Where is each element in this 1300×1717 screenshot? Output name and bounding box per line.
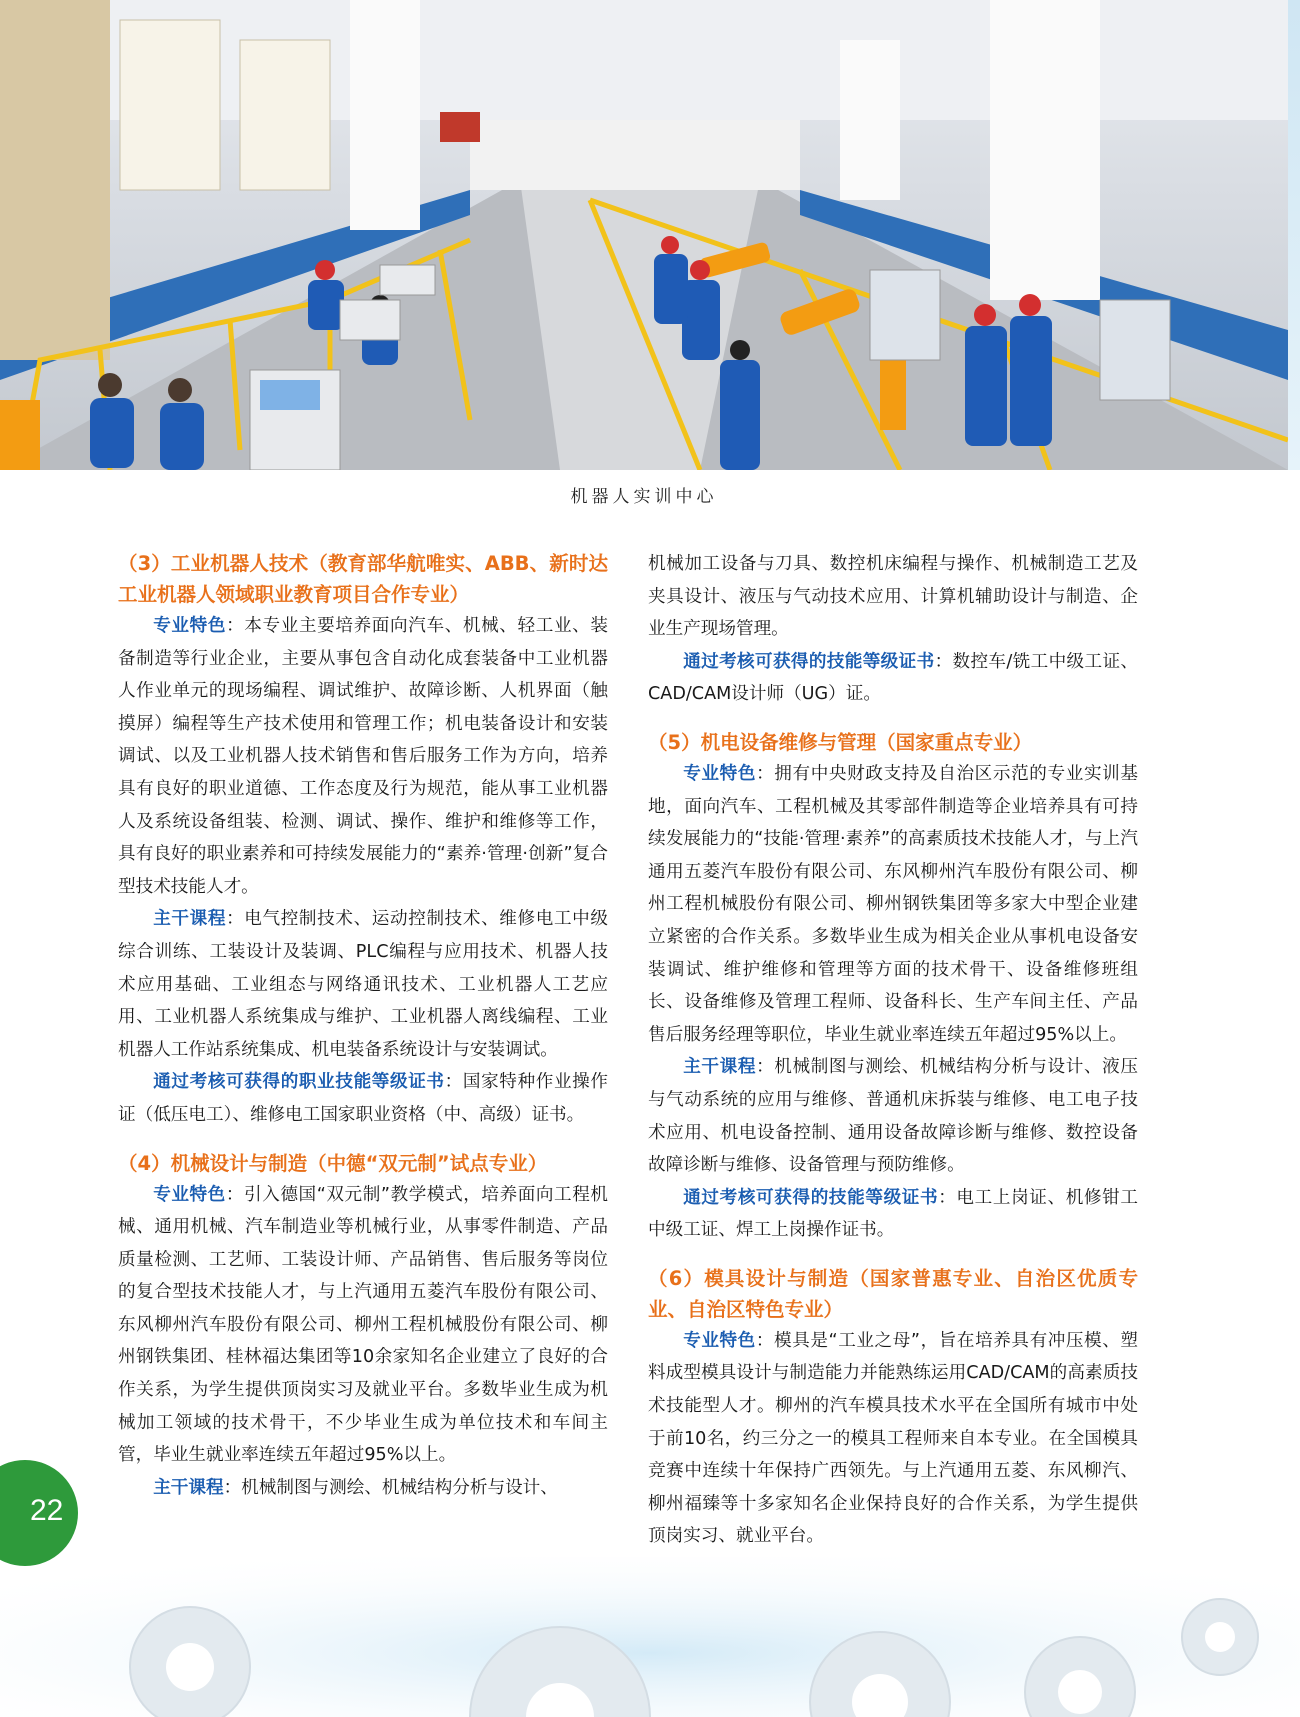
- feature-text: ：拥有中央财政支持及自治区示范的专业实训基地，面向汽车、工程机械及其零部件制造等企业培养具有可持续发展能力的“技能·管理·素养”的高素质技术技能人才，与上汽通用五菱汽车股份有限公司、东风柳州汽车股份有限公司、柳州工程机械股份有限公司、柳州钢铁集团等多家大中型企业建立紧密的合作关系。多数毕业生成为相关企业从事机电设备安装调试、维护维修和管理等方面的技术骨干、设备维修班组长、设备维修及管理工程师、设备科长、生产车间主任、产品售后服务经理等职位，毕业生就业率连续五年超过95%以上。: [648, 763, 1138, 1045]
- page-number: 22: [30, 1494, 64, 1527]
- cert-text: ：电工上岗证、机修钳工中级工证、焊工上岗操作证书。: [648, 1187, 1138, 1241]
- left-column: [118, 548, 608, 1504]
- section-5-feature: [648, 758, 1138, 1051]
- section-3-title: （3）工业机器人技术（教育部华航唯实、ABB、新时达工业机器人领域职业教育项目合作专业）: [118, 552, 608, 606]
- feature-label: 专业特色: [683, 763, 757, 784]
- feature-label: 专业特色: [153, 1184, 226, 1205]
- section-3-courses: [118, 903, 608, 1066]
- feature-text: ：模具是“工业之母”，旨在培养具有冲压模、塑料成型模具设计与制造能力并能熟练运用CAD/CAM的高素质技术技能型人才。柳州的汽车模具技术水平在全国所有城市中处于前10名，约三分之一的模具工程师来自本专业。在全国模具竞赛中连续十年保持广西领先。与上汽通用五菱、东风柳汽、柳州福臻等十多家知名企业保持良好的合作关系，为学生提供顶岗实习、就业平台。: [648, 1330, 1138, 1547]
- robot-training-center-photo: [0, 0, 1288, 470]
- course-label: 主干课程: [153, 1477, 224, 1498]
- gear-watercolor-decoration: [0, 1517, 1300, 1717]
- section-4-title: （4）机械设计与制造（中德“双元制”试点专业）: [118, 1151, 548, 1175]
- page-edge-decoration: [1288, 0, 1300, 470]
- course-text: ：机械制图与测绘、机械结构分析与设计、液压与气动系统的应用与维修、普通机床拆装与维修、电工电子技术应用、机电设备控制、通用设备故障诊断与维修、数控设备故障诊断与维修、设备管理与预防维修。: [648, 1057, 1138, 1176]
- feature-label: 专业特色: [153, 616, 227, 636]
- workshop-illustration: [0, 0, 1288, 470]
- course-text: ：电气控制技术、运动控制技术、维修电工中级综合训练、工装设计及装调、PLC编程与应用技术、机器人技术应用基础、工业组态与网络通讯技术、工业机器人工艺应用、工业机器人系统集成与维护、工业机器人离线编程、工业机器人工作站系统集成、机电装备系统设计与安装调试。: [118, 909, 608, 1060]
- section-4-courses: [118, 1472, 608, 1505]
- course-label: 主干课程: [683, 1057, 757, 1078]
- section-5-certificates: [648, 1182, 1138, 1247]
- section-4-courses-continued: 机械加工设备与刀具、数控机床编程与操作、机械制造工艺及夹具设计、液压与气动技术应用、计算机辅助设计与制造、企业生产现场管理。: [648, 554, 1138, 640]
- section-4-feature: [118, 1179, 608, 1472]
- section-5-courses: [648, 1051, 1138, 1181]
- right-column: [648, 548, 1138, 1553]
- section-5-title: （5）机电设备维修与管理（国家重点专业）: [648, 730, 1033, 754]
- section-4-certificates: [648, 646, 1138, 711]
- cert-label: 通过考核可获得的技能等级证书: [683, 651, 935, 672]
- feature-label: 专业特色: [683, 1330, 756, 1351]
- cert-label: 通过考核可获得的技能等级证书: [683, 1187, 939, 1208]
- course-label: 主干课程: [153, 909, 227, 930]
- feature-text: ：引入德国“双元制”教学模式，培养面向工程机械、通用机械、汽车制造业等机械行业，从事零件制造、产品质量检测、工艺师、工装设计师、产品销售、售后服务等岗位的复合型技术技能人才，与上汽通用五菱汽车股份有限公司、东风柳州汽车股份有限公司、柳州工程机械股份有限公司、柳州钢铁集团、桂林福达集团等10余家知名企业建立了良好的合作关系，为学生提供顶岗实习及就业平台。多数毕业生成为机械加工领域的技术骨干，不少毕业生成为单位技术和车间主管，毕业生就业率连续五年超过95%以上。: [118, 1184, 608, 1466]
- cert-label: 通过考核可获得的职业技能等级证书: [153, 1072, 445, 1093]
- section-3-feature: [118, 610, 608, 903]
- cert-text: ：国家特种作业操作证（低压电工）、维修电工国家职业资格（中、高级）证书。: [118, 1072, 608, 1125]
- cert-text: ：数控车/铣工中级工证、CAD/CAM设计师（UG）证。: [648, 651, 1138, 705]
- section-6-title: （6）模具设计与制造（国家普惠专业、自治区优质专业、自治区特色专业）: [648, 1266, 1138, 1321]
- course-text: ：机械制图与测绘、机械结构分析与设计、: [223, 1477, 558, 1498]
- photo-caption: 机器人实训中心: [570, 487, 718, 507]
- section-3-certificates: [118, 1066, 608, 1131]
- feature-text: ：本专业主要培养面向汽车、机械、轻工业、装备制造等行业企业，主要从事包含自动化成套装备中工业机器人作业单元的现场编程、调试维护、故障诊断、人机界面（触摸屏）编程等生产技术使用和管理工作；机电装备设计和安装调试、以及工业机器人技术销售和售后服务工作为方向，培养具有良好的职业道德、工作态度及行为规范，能从事工业机器人及系统设备组装、检测、调试、操作、维护和维修等工作，具有良好的职业素养和可持续发展能力的“素养·管理·创新”复合型技术技能人才。: [118, 616, 608, 897]
